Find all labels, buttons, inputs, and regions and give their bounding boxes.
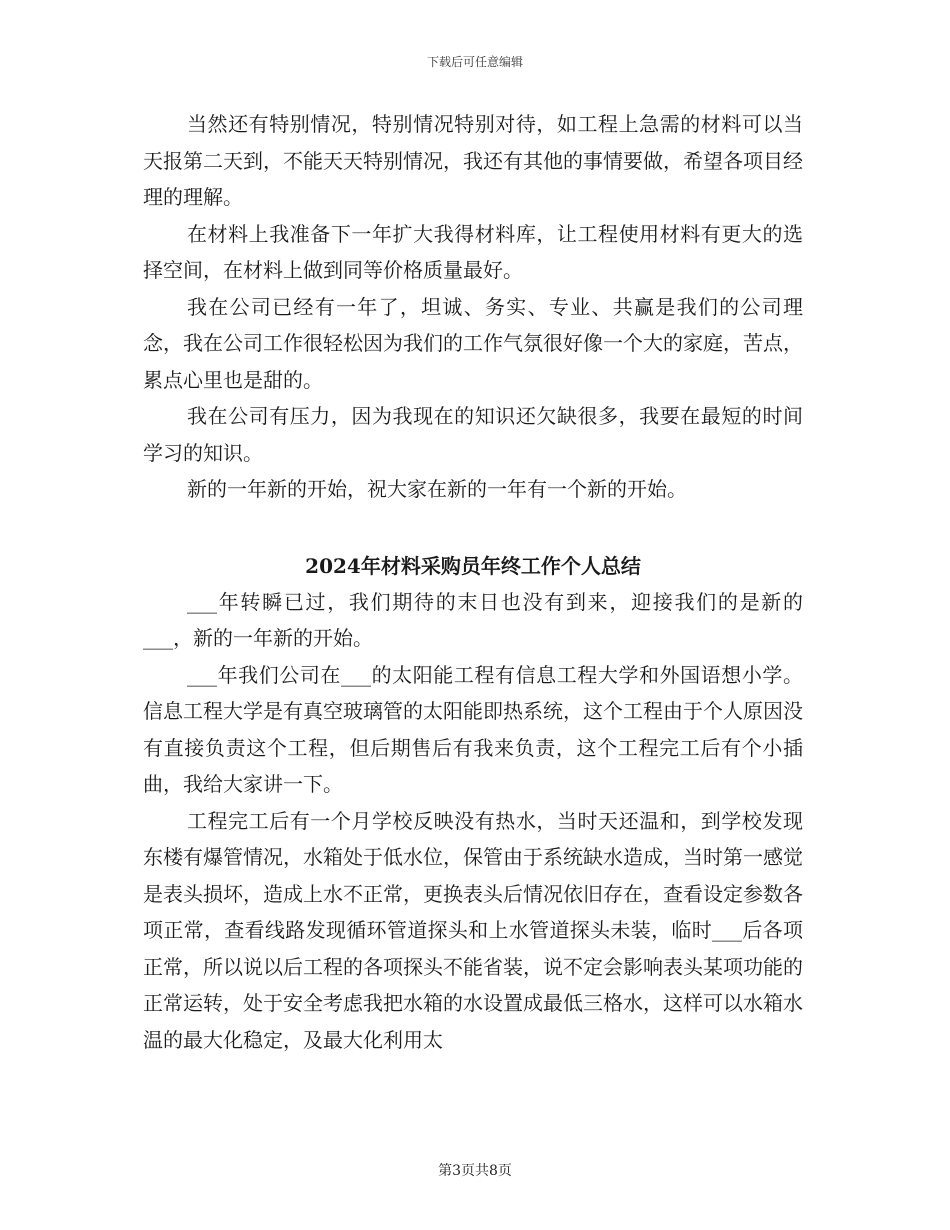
paragraph-material-library: 在材料上我准备下一年扩大我得材料库，让工程使用材料有更大的选择空间，在材料上做到同等价格质量最好。 <box>143 221 803 282</box>
document-body <box>143 106 803 1058</box>
section-title: 2024年材料采购员年终工作个人总结 <box>305 553 641 578</box>
page-number: 第3页共8页 <box>438 1163 512 1179</box>
paragraph-pressure: 我在公司有压力，因为我现在的知识还欠缺很多，我要在最短的时间学习的知识。 <box>143 404 803 465</box>
page-header-note: 下载后可任意编辑 <box>426 55 523 69</box>
paragraph-special-cases: 当然还有特别情况，特别情况特别对待，如工程上急需的材料可以当天报第二天到，不能天天特别情况，我还有其他的事情要做，希望各项目经理的理解。 <box>143 112 803 209</box>
paragraph-repair-story: 工程完工后有一个月学校反映没有热水，当时天还温和，到学校发现东楼有爆管情况，水箱处于低水位，保管由于系统缺水造成，当时第一感觉是表头损坏，造成上水不正常，更换表头后情况依旧存在，查看设定参数各项正常，查看线路发现循环管道探头和上水管道探头未装，临时___后各项正常，所以说以后工程的各项探头不能省装，说不定会影响表头某项功能的正常运转，处于安全考虑我把水箱的水设置成最低三格水，这样可以水箱水温的最大化稳定，及最大化利用太 <box>143 808 803 1052</box>
paragraph-new-year: 新的一年新的开始，祝大家在新的一年有一个新的开始。 <box>187 477 687 501</box>
paragraph-company-philosophy: 我在公司已经有一年了，坦诚、务实、专业、共赢是我们的公司理念，我在公司工作很轻松因为我们的工作气氛很好像一个大的家庭，苦点，累点心里也是甜的。 <box>143 294 803 392</box>
paragraph-solar-project: ___年我们公司在___的太阳能工程有信息工程大学和外国语想小学。信息工程大学是有真空玻璃管的太阳能即热系统，这个工程由于个人原因没有直接负责这个工程，但后期售后有我来负责，这个工程完工后有个小插曲，我给大家讲一下。 <box>143 662 803 796</box>
paragraph-year-passed: ___年转瞬已过，我们期待的末日也没有到来，迎接我们的是新的___，新的一年新的开始。 <box>143 589 803 650</box>
